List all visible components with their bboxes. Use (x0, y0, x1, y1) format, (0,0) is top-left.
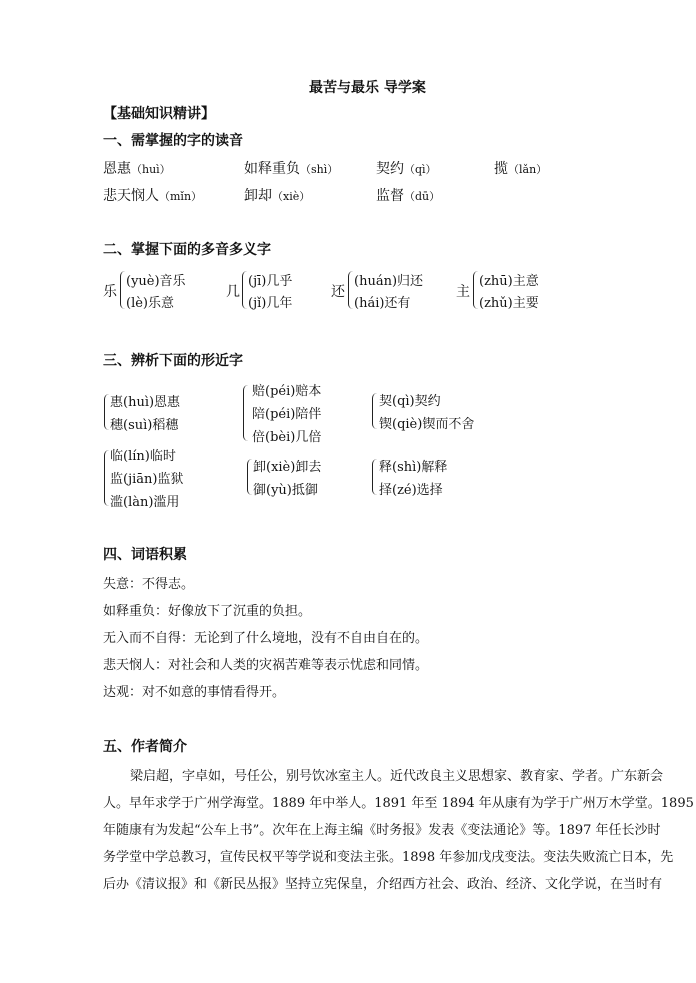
similar-char-item: 倍(bèi)几倍 (252, 430, 322, 445)
page-title: 最苦与最乐 导学案 (309, 80, 426, 96)
vocab-item: 失意：不得志。 (103, 577, 195, 592)
similar-char-item: 惠(huì)恩惠 (110, 395, 181, 410)
polyphone-char: 主 (456, 284, 470, 300)
vocab-item: 达观：对不如意的事情看得开。 (103, 685, 286, 700)
similar-char-item: 临(lín)临时 (110, 449, 176, 464)
vocab-item: 如释重负：好像放下了沉重的负担。 (103, 604, 312, 619)
bio-line: 后办《清议报》和《新民丛报》坚持立宪保皇，介绍西方社会、政治、经济、文化学说，在当时有 (103, 877, 663, 892)
polyphone-reading: (zhǔ)主要 (479, 296, 539, 311)
bio-line: 务学堂中学总教习，宣传民权平等学说和变法主张。1898 年参加戊戌变法。变法失败流亡日本，先 (103, 850, 674, 865)
brace (104, 450, 109, 506)
polyphone-reading: (jǐ)几年 (248, 296, 293, 311)
similar-char-item: 卸(xiè)卸去 (253, 460, 322, 475)
pron-item: 如释重负（shì） (244, 161, 339, 177)
similar-char-item: 穗(suì)稻穗 (110, 418, 179, 433)
section-basic-label: 【基础知识精讲】 (103, 106, 215, 122)
polyphone-char: 还 (331, 284, 345, 300)
similar-char-item: 御(yù)抵御 (253, 483, 318, 498)
pron-item: 监督（dū） (376, 188, 441, 204)
bio-line: 人。早年求学于广州学海堂。1889 年中举人。1891 年至 1894 年从康有为学于广州万木学堂。1895 (103, 796, 694, 811)
section-1-heading: 一、需掌握的字的读音 (103, 133, 243, 149)
brace (348, 271, 353, 309)
brace (243, 385, 248, 441)
brace (104, 394, 109, 430)
polyphone-reading: (yuè)音乐 (126, 274, 186, 289)
section-4-heading: 四、词语积累 (103, 547, 187, 563)
similar-char-item: 陪(péi)陪伴 (252, 407, 322, 422)
similar-char-item: 契(qì)契约 (379, 394, 441, 409)
pron-item: 契约（qì） (376, 161, 437, 177)
bio-line: 年随康有为发起“公车上书”。次年在上海主编《时务报》发表《变法通论》等。1897 年任长沙时 (103, 823, 661, 838)
similar-char-item: 赔(péi)赔本 (252, 384, 322, 399)
polyphone-reading: (hái)还有 (354, 296, 411, 311)
pron-item: 悲天悯人（mǐn） (103, 188, 203, 204)
section-3-heading: 三、辨析下面的形近字 (103, 353, 243, 369)
vocab-item: 悲天悯人：对社会和人类的灾祸苦难等表示忧虑和同情。 (103, 658, 429, 673)
polyphone-char: 几 (226, 284, 240, 300)
similar-char-item: 锲(qiè)锲而不舍 (379, 417, 475, 432)
similar-char-item: 释(shì)解释 (379, 460, 448, 475)
polyphone-reading: (lè)乐意 (126, 296, 174, 311)
brace (372, 393, 377, 429)
polyphone-reading: (zhū)主意 (479, 274, 539, 289)
pron-item: 恩惠（huì） (103, 161, 171, 177)
polyphone-reading: (jī)几乎 (248, 274, 293, 289)
section-5-heading: 五、作者简介 (103, 739, 187, 755)
section-2-heading: 二、掌握下面的多音多义字 (103, 242, 271, 258)
brace (372, 459, 377, 495)
polyphone-reading: (huán)归还 (354, 274, 424, 289)
similar-char-item: 滥(làn)滥用 (110, 495, 180, 510)
similar-char-item: 择(zé)选择 (379, 483, 443, 498)
brace (247, 459, 252, 495)
brace (473, 271, 478, 309)
polyphone-char: 乐 (103, 284, 117, 300)
pron-item: 揽（lǎn） (494, 161, 548, 177)
pron-item: 卸却（xiè） (244, 188, 311, 204)
brace (120, 271, 125, 309)
vocab-item: 无入而不自得：无论到了什么境地，没有不自由自在的。 (103, 631, 429, 646)
bio-line: 梁启超，字卓如，号任公，别号饮冰室主人。近代改良主义思想家、教育家、学者。广东新会 (130, 769, 664, 784)
brace (242, 271, 247, 309)
similar-char-item: 监(jiān)监狱 (110, 472, 184, 487)
